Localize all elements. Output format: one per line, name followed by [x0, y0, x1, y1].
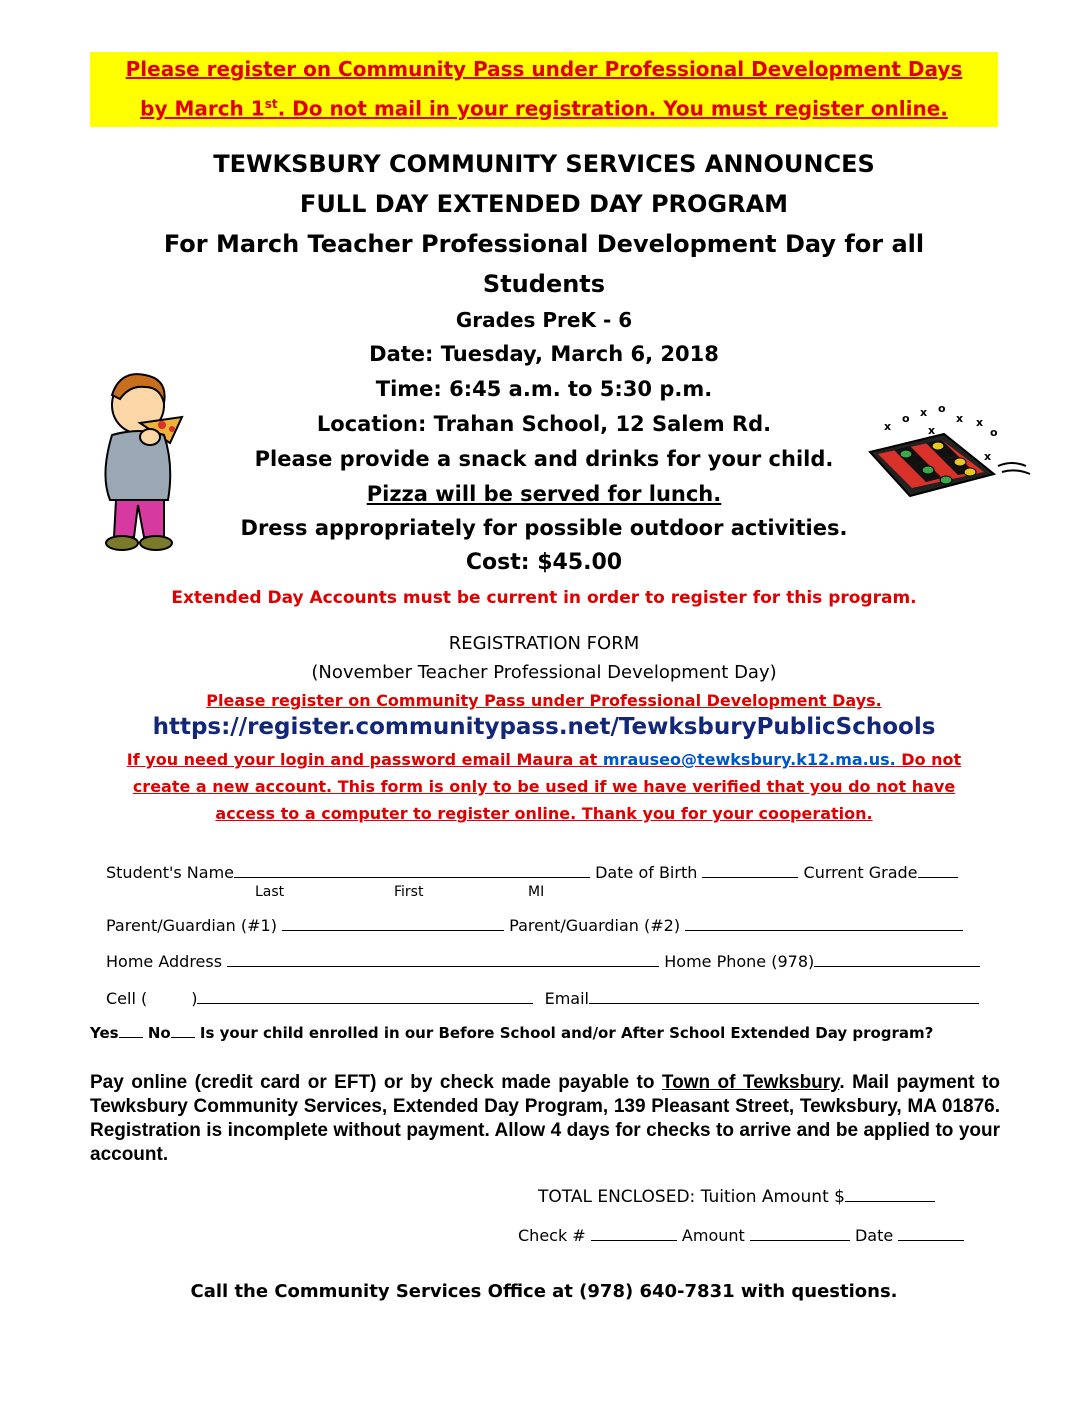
last-name-hint: Last [255, 884, 285, 900]
snack-note: Please provide a snack and drinks for your child. [254, 447, 834, 471]
student-name-label: Student's Name [106, 863, 235, 882]
home-address-label: Home Address [106, 952, 223, 971]
payment-instructions: Pay online (credit card or EFT) or by check made payable to Town of Tewksbury. Mail payment to Tewksbury Community Services, Extended Day Program, 139 Pleasant Street, Tewksbury, MA 01876. Registration is incomplete without payment. Allow 4 days for checks to arrive and be applied to your account. [90, 1072, 1000, 1165]
accounts-note: Extended Day Accounts must be current in order to register for this program. [171, 588, 917, 608]
program-title: FULL DAY EXTENDED DAY PROGRAM [299, 190, 789, 218]
parent2-field[interactable] [685, 914, 963, 931]
login-help-line-3: access to a computer to register online. Thank you for your cooperation. [215, 804, 873, 823]
first-name-hint: First [394, 884, 424, 900]
login-help-line-2: create a new account. This form is only to be used if we have verified that you do not have [132, 777, 956, 796]
student-name-field[interactable] [234, 861, 590, 878]
boy-eating-pizza-icon [90, 365, 190, 555]
banner-line-2: by March 1st. Do not mail in your registration. You must register online. [140, 96, 948, 121]
enrollment-question-row: Yes No Is your child enrolled in our Before School and/or After School Extended Day program? [90, 1024, 934, 1042]
svg-text:x: x [984, 450, 992, 463]
svg-text:o: o [938, 402, 946, 415]
event-location: Location: Trahan School, 12 Salem Rd. [316, 412, 772, 436]
checkers-board-icon [866, 400, 1036, 500]
svg-text:x: x [928, 424, 936, 437]
announcement-title: TEWKSBURY COMMUNITY SERVICES ANNOUNCES [213, 150, 875, 178]
event-date: Date: Tuesday, March 6, 2018 [369, 342, 719, 366]
svg-text:o: o [990, 426, 998, 439]
address-row [106, 950, 996, 971]
contact-row: Cell ( ) Email [106, 987, 996, 1008]
home-phone-field[interactable] [814, 950, 980, 967]
home-phone-label: Home Phone (978) [664, 952, 815, 971]
no-checkbox[interactable] [171, 1025, 195, 1038]
amount-field[interactable] [750, 1224, 850, 1241]
svg-text:x: x [976, 416, 984, 429]
svg-text:x: x [956, 412, 964, 425]
svg-text:x: x [884, 420, 892, 433]
svg-text:x: x [920, 406, 928, 419]
date-label: Date [854, 1226, 894, 1245]
total-enclosed-row [538, 1185, 935, 1207]
registration-form-title: REGISTRATION FORM [448, 633, 640, 654]
amount-label: Amount [681, 1226, 745, 1245]
yes-checkbox[interactable] [119, 1025, 143, 1038]
date-field[interactable] [898, 1224, 964, 1241]
current-grade-field[interactable] [918, 861, 958, 878]
registration-url-link[interactable]: https://register.communitypass.net/TewksburyPublicSchools [152, 714, 936, 740]
parent1-label: Parent/Guardian (#1) [106, 916, 277, 935]
current-grade-label: Current Grade [803, 863, 918, 882]
total-enclosed-label: TOTAL ENCLOSED: Tuition Amount $ [538, 1187, 845, 1207]
contact-office-note: Call the Community Services Office at (978) 640-7831 with questions. [190, 1281, 898, 1302]
email-field[interactable] [589, 987, 979, 1004]
student-row [106, 861, 996, 882]
home-address-field[interactable] [227, 950, 659, 967]
check-number-label: Check # [518, 1226, 586, 1245]
grades: Grades PreK - 6 [455, 308, 633, 332]
maura-email-link[interactable]: mrauseo@tewksbury.k12.ma.us. [602, 750, 896, 769]
parent2-label: Parent/Guardian (#2) [509, 916, 681, 935]
program-subtitle: For March Teacher Professional Development Day for all [163, 230, 925, 258]
banner-line-1: Please register on Community Pass under Professional Development Days [125, 57, 963, 81]
registration-form-subtitle: (November Teacher Professional Development Day) [311, 662, 777, 683]
login-help-line-1: If you need your login and password email Maura at mrauseo@tewksbury.k12.ma.us. Do not [126, 750, 962, 769]
program-subtitle-cont: Students [482, 270, 606, 298]
svg-text:o: o [902, 412, 910, 425]
dob-field[interactable] [702, 861, 798, 878]
middle-initial-hint: MI [528, 884, 545, 900]
cell-label: Cell ( [106, 989, 148, 1008]
payee-name: Town of Tewksbury [661, 1072, 840, 1093]
check-number-field[interactable] [591, 1224, 677, 1241]
cost: Cost: $45.00 [465, 550, 623, 575]
dress-note: Dress appropriately for possible outdoor activities. [240, 516, 848, 540]
email-label: Email [544, 989, 589, 1008]
register-online-banner [90, 52, 998, 127]
parent1-field[interactable] [282, 914, 504, 931]
tuition-amount-field[interactable] [845, 1185, 935, 1202]
enrollment-question: Is your child enrolled in our Before School and/or After School Extended Day program? [199, 1024, 934, 1042]
parents-row [106, 914, 996, 935]
check-details-row [518, 1224, 964, 1245]
cell-field[interactable] [197, 987, 533, 1004]
event-time: Time: 6:45 a.m. to 5:30 p.m. [375, 377, 713, 401]
community-pass-note: Please register on Community Pass under Professional Development Days. [206, 691, 882, 710]
dob-label: Date of Birth [595, 863, 698, 882]
pizza-note: Pizza will be served for lunch. [366, 482, 722, 506]
